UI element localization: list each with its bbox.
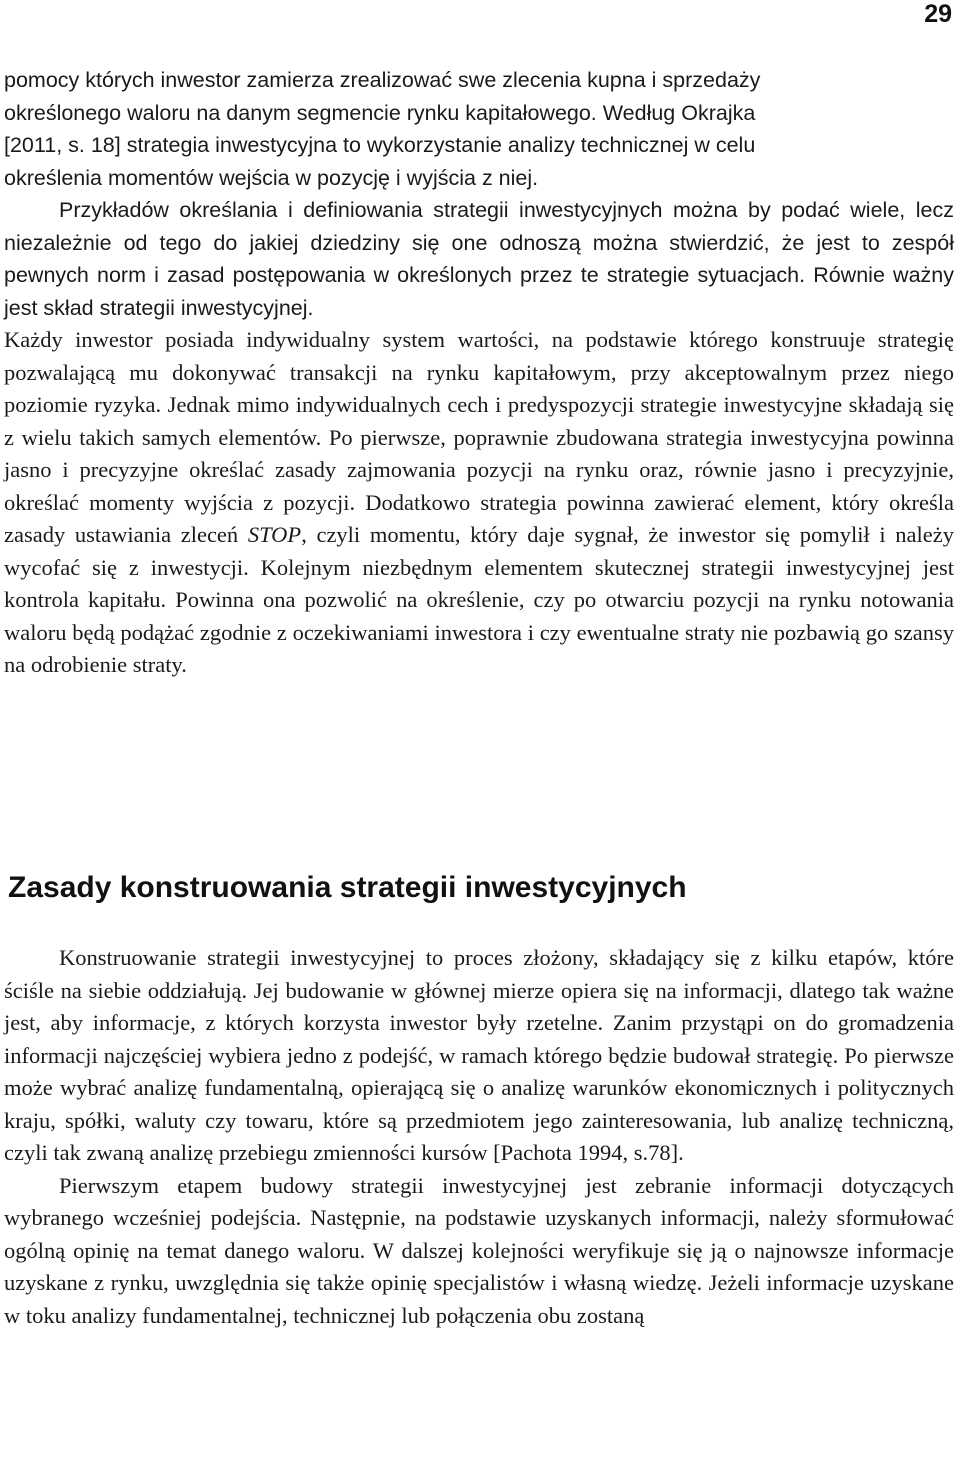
paragraph-investor-system-text-2: , czyli momentu, który daje sygnał, że inwestor się pomylił i należy wycofać się z inwestycji. Kolejnym niezbędnym elementem skutecznej strategii inwestycyjnej jest kontrola kapitału. Powinna ona pozwolić na określenie, czy po otwarciu pozycji na rynku notowania waloru będą podążać zgodnie z oczekiwaniami inwestora i czy ewentualne straty nie pozbawią go szansy na odrobienie straty. xyxy=(4,522,954,677)
paragraph-intro-line-4: określenia momentów wejścia w pozycję i wyjścia z niej. xyxy=(4,165,539,190)
paragraph-investor-system-text-1: Każdy inwestor posiada indywidualny system wartości, na podstawie którego konstruuje strategię pozwalającą mu dokonywać transakcji na rynku kapitałowym, przy akceptowalnym przez niego poziomie ryzyka. Jednak mimo indywidualnych cech i predyspozycji strategie inwestycyjne składają się z wielu takich samych elementów. Po pierwsze, poprawnie zbudowana strategia inwestycyjna powinna jasno i precyzyjne określać zasady zajmowania pozycji na rynku oraz, równie jasno i precyzyjnie, określać momenty wyjścia z pozycji. Dodatkowo strategia powinna zawierać element, który określa zasady ustawiania zleceń xyxy=(4,327,954,547)
paragraph-definitions xyxy=(4,194,954,324)
page-number: 29 xyxy=(924,0,952,28)
paragraph-construction: Konstruowanie strategii inwestycyjnej to proces złożony, składający się z kilku etapów, które ściśle na siebie oddziałują. Jej budowanie w głównej mierze opiera się na informacji, dlatego tak ważne jest, aby informacje, z których korzysta inwestor były rzetelne. Zanim przystąpi on do gromadzenia informacji najczęściej wybiera jedno z podejść, w ramach którego będzie budował strategię. Po pierwsze może wybrać analizę fundamentalną, opierającą się o analizę warunków ekonomicznych i politycznych kraju, spółki, waluty czy towaru, które są przedmiotem jego zainteresowania, lub analizę techniczną, czyli tak zwaną analizę przebiegu zmienności kursów [Pachota 1994, s.78]. xyxy=(4,945,954,1165)
paragraph-definitions-text: Przykładów określania i definiowania strategii inwestycyjnych można by podać wiele, lecz niezależnie od tego do jakiej dziedziny się one odnoszą można stwierdzić, że jest to zespół pewnych norm i zasad postępowania w określonych przez te strategie sytuacjach. Równie ważny jest skład strategii inwestycyjnej. xyxy=(4,198,954,320)
section-1 xyxy=(4,64,954,682)
section-2 xyxy=(4,942,954,1332)
paragraph-intro-line-3: [2011, s. 18] strategia inwestycyjna to wykorzystanie analizy technicznej w celu xyxy=(4,133,756,157)
stop-order-term: STOP xyxy=(247,522,302,547)
paragraph-intro-line-1: pomocy których inwestor zamierza zrealizować swe zlecenia kupna i sprzedaży xyxy=(4,68,761,92)
section-heading: Zasady konstruowania strategii inwestycyjnych xyxy=(8,871,687,904)
paragraph-intro-line-2: określonego waloru na danym segmencie rynku kapitałowego. Według Okrajka xyxy=(4,100,756,125)
paragraph-first-stage: Pierwszym etapem budowy strategii inwestycyjnej jest zebranie informacji dotyczących wybranego wcześniej podejścia. Następnie, na podstawie uzyskanych informacji, należy sformułować ogólną opinię na temat danego waloru. W dalszej kolejności weryfikuje się ją o najnowsze informacje uzyskane z rynku, uwzględnia się także opinię specjalistów i własną wiedzę. Jeżeli informacje uzyskane w toku analizy fundamentalnej, technicznej lub połączenia obu zostaną xyxy=(4,1172,954,1328)
paragraph-investor-system xyxy=(4,324,954,682)
